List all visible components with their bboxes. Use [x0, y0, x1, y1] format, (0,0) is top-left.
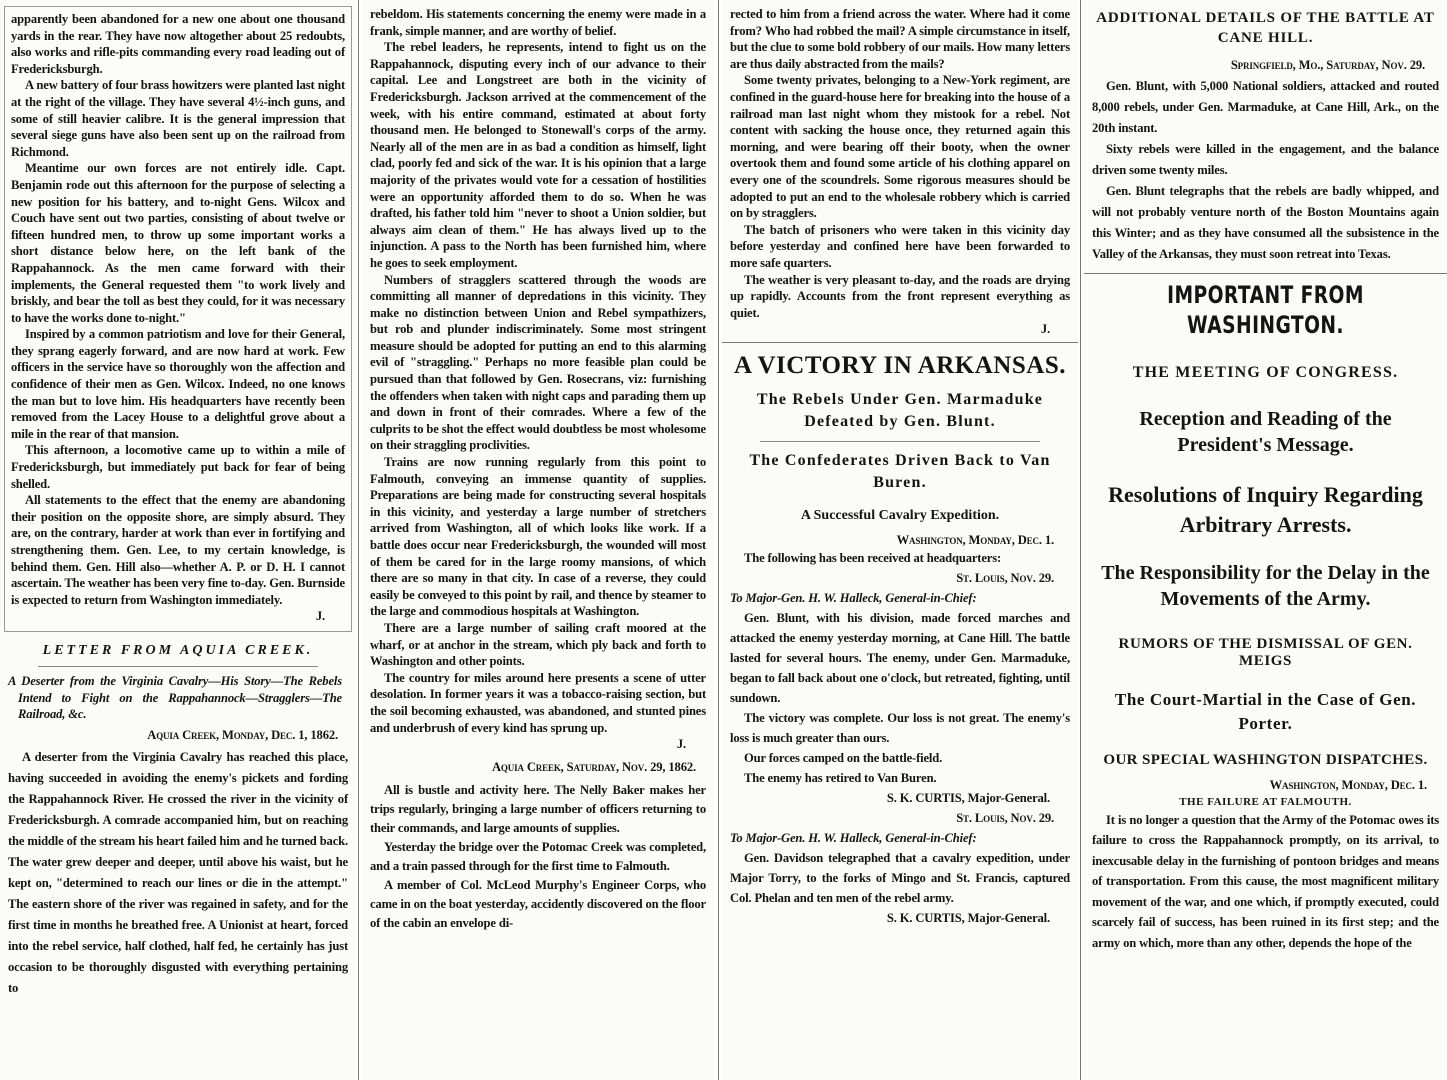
dateline: Aquia Creek, Monday, Dec. 1, 1862. [147, 727, 338, 742]
headline: IMPORTANT FROM WASHINGTON. [1167, 281, 1364, 339]
article-paragraph: Gen. Blunt, with his division, made forced marches and attacked the enemy yesterday morning, at Cane Hill. The battle lasted for several hours. The enemy, under Gen. Marmaduke, began to fall back about one o'clock, but retreated, fighting, until sundown. [730, 611, 1070, 706]
subheadline: THE FAILURE AT FALMOUTH. [1179, 795, 1352, 808]
column-rule [358, 0, 359, 1080]
subheadline: Resolutions of Inquiry Regarding Arbitrary Arrests. [1108, 482, 1423, 537]
article-paragraph: Our forces camped on the battle-field. [744, 751, 943, 766]
dateline: Washington, Monday, Dec. 1. [1269, 778, 1427, 792]
signature: J. [676, 737, 686, 752]
dateline: St. Louis, Nov. 29. [956, 811, 1054, 826]
headline: A VICTORY IN ARKANSAS. [734, 351, 1066, 379]
article-paragraph: The batch of prisoners who were taken in this vicinity day before yesterday and confined here have been forwarded to more safe quarters. [730, 222, 1070, 270]
article-paragraph: A member of Col. McLeod Murphy's Engineer Corps, who came in on the boat yesterday, accidently discovered on the floor of the cabin an envelope di- [370, 878, 706, 931]
article-paragraph: Some twenty privates, belonging to a New-York regiment, are confined in the guard-house here for breaking into the house of a railroad man last night whom they mistook for a rebel. Not content with sacking the house once, they returned again this morning, and were bearing off their booty, when the owner overtook them and found some article of his clothing apparel on every one of the scoundrels. Some rigorous measures should be adopted to put an end to the wholesale robbery which is carried on by stragglers. [730, 73, 1070, 221]
column-3 [722, 0, 1078, 1080]
signature: S. K. CURTIS, Major-General. [886, 911, 1050, 926]
article-paragraph: All is bustle and activity here. The Nelly Baker makes her trips regularly, bringing a large number of officers returning to their commands, and large amounts of supplies. [370, 783, 706, 836]
article-paragraph: There are a large number of sailing craft moored at the wharf, or at anchor in the stream, which ply back and forth to Washington and other points. [370, 620, 706, 669]
article-paragraph: apparently been abandoned for a new one about one thousand yards in the rear. They have now altogether about 25 redoubts, also works and rifle-pits commanding every road leading out of Fredericksburgh. [11, 12, 345, 76]
article-paragraph: Yesterday the bridge over the Potomac Creek was completed, and a train passed through for the first time to Falmouth. [370, 840, 706, 874]
column-rule [1080, 0, 1081, 1080]
article-paragraph: Gen. Blunt, with 5,000 National soldiers, attacked and routed 8,000 rebels, under Gen. Marmaduke, at Cane Hill, Ark., on the 20th instant. [1092, 79, 1439, 135]
column-4 [1084, 0, 1447, 1080]
article-paragraph: The country for miles around here presents a scene of utter desolation. In former years it was a tobacco-raising section, but the soil becoming exhausted, was abandoned, and stunted pines and underbrush of every kind has sprung up. [370, 670, 706, 735]
subheadline: A Deserter from the Virginia Cavalry—His Story—The Rebels Intend to Fight on the Rappahannock—Stragglers—The Railroad, &c. [8, 673, 342, 722]
address: To Major-Gen. H. W. Halleck, General-in-Chief: [730, 831, 977, 846]
article-paragraph: It is no longer a question that the Army of the Potomac owes its failure to cross the Rappahannock promptly, on its arrival, to inexcusable delay in the furnishing of pontoon bridges and means of transportation. From this cause, the most magnificent military movement of the war, and one which, if promptly executed, could scarcely fail of success, has been ruined in its first step; and the army on which, more than any other, depends the hope of the [1092, 812, 1439, 950]
article-paragraph: The weather is very pleasant to-day, and the roads are drying up rapidly. Accounts from the front represent everything as quiet. [730, 272, 1070, 320]
article-paragraph: Sixty rebels were killed in the engagement, and the balance driven some twenty miles. [1092, 142, 1439, 177]
dateline: Springfield, Mo., Saturday, Nov. 29. [1230, 58, 1425, 72]
address: To Major-Gen. H. W. Halleck, General-in-Chief: [730, 591, 977, 606]
subheadline: A Successful Cavalry Expedition. [800, 507, 1000, 523]
signature: J. [1040, 322, 1050, 337]
subheadline: RUMORS OF THE DISMISSAL OF GEN. MEIGS [1118, 636, 1413, 669]
dateline: Aquia Creek, Saturday, Nov. 29, 1862. [491, 759, 696, 774]
article-paragraph: rebeldom. His statements concerning the enemy were made in a frank, simple manner, and are worthy of belief. [370, 7, 706, 38]
article-paragraph: rected to him from a friend across the water. Where had it come from? Who had robbed the mail? A simple circumstance in itself, but the clue to some bold robbery of our mails. How many letters are thus daily abstracted from the mails? [730, 7, 1070, 71]
signature: S. K. CURTIS, Major-General. [886, 791, 1050, 806]
signature: J. [315, 609, 325, 624]
column-1 [0, 0, 356, 1080]
article-paragraph: All statements to the effect that the enemy are abandoning their position on the opposite shore, are simply absurd. They are, on the contrary, harder at work than ever in fortifying and strengthening them. Gen. Lee, to my certain knowledge, is behind them. Gen. Hill also—whether A. P. or D. H. I cannot ascertain. The weather has been very fine to-day. Gen. Burnside is expected to return from Washington immediately. [11, 493, 345, 607]
subheadline: OUR SPECIAL WASHINGTON DISPATCHES. [1103, 752, 1428, 768]
article-paragraph: Gen. Blunt telegraphs that the rebels are badly whipped, and will not probably venture north of the Boston Mountains again this Winter; and as they have consumed all the subsistence in the Valley of the Arkansas, they must soon retreat into Texas. [1092, 184, 1439, 261]
subheadline: The Responsibility for the Delay in the Movements of the Army. [1101, 562, 1430, 610]
divider [760, 441, 1040, 442]
dateline: Washington, Monday, Dec. 1. [896, 532, 1054, 547]
article-paragraph: This afternoon, a locomotive came up to within a mile of Fredericksburgh, but immediately put back for fear of being shelled. [11, 443, 345, 491]
dateline: St. Louis, Nov. 29. [956, 571, 1054, 586]
column-2 [362, 0, 714, 1080]
article-paragraph: Numbers of stragglers scattered through the woods are committing all manner of depredations in this vicinity. They make no distinction between Union and Rebel sympathizers, but rob and plunder indiscriminately. Some most stringent measure should be adopted for putting an end to this alarming evil of "straggling." Perhaps no more feasible plan could be pursued than that followed by Gen. Rosecrans, viz: furnishing the offenders when taken with night caps and parading them up and down in front of their comrades. Where a few of the culprits to be shot the effect would doubtless be most wholesome on their straggling proclivities. [370, 272, 706, 453]
article-paragraph: Gen. Davidson telegraphed that a cavalry expedition, under Major Torry, to the forks of Mingo and St. Francis, captured Col. Phelan and ten men of the rebel army. [730, 851, 1070, 906]
divider [38, 666, 318, 667]
subheadline: The Court-Martial in the Case of Gen. Porter. [1114, 690, 1417, 733]
column-rule [718, 0, 719, 1080]
subheadline: THE MEETING OF CONGRESS. [1132, 364, 1399, 381]
article-paragraph: The following has been received at headquarters: [744, 551, 1002, 566]
headline: ADDITIONAL DETAILS OF THE BATTLE AT CANE HILL. [1096, 10, 1435, 46]
article-paragraph: The rebel leaders, he represents, intend to fight us on the Rappahannock, disputing every inch of our advance to their capital. Lee and Longstreet are both in the vicinity of Fredericksburgh. Jackson arrived at the commencement of the week, with his entire command, estimated at about forty thousand men. He belonged to Stonewall's corps of the army. Nearly all of the men are in as bad a condition as himself, light clad, poorly fed and sick of the war. It is his opinion that a large majority of the privates would vote for a cessation of hostilities were an opportunity afforded them to do so. When he was drafted, his father told him "never to shoot a Union soldier, but always aim clean of them." He has always lived up to the injunction. A pass to the North has been furnished him, where he goes to seek employment. [370, 40, 706, 270]
subheadline: The Rebels Under Gen. Marmaduke Defeated by Gen. Blunt. [756, 390, 1044, 430]
article-paragraph: The victory was complete. Our loss is not great. The enemy's loss is much greater than ours. [730, 711, 1070, 746]
article-paragraph: The enemy has retired to Van Buren. [744, 771, 937, 786]
subheadline: Reception and Reading of the President's Message. [1139, 408, 1392, 456]
article-paragraph: Meantime our own forces are not entirely idle. Capt. Benjamin rode out this afternoon for the purpose of selecting a new position for his battery, and to-night Gens. Wilcox and Couch have sent out two parties, consisting of about twelve or fifteen hundred men, to throw up some important works a short distance below here, on the left bank of the Rappahannock. As the men came forward with their implements, the General requested them "to work lively and briskly, and bear the toll as best they could, for it was necessary to have the works done to-night." [11, 161, 345, 325]
article-paragraph: Trains are now running regularly from this point to Falmouth, conveying an immense quantity of supplies. Preparations are being made for constructing several hospitals in this vicinity, and yesterday a large number of stretchers arrived from Washington, all of which looks like work. If a battle does occur near Fredericksburgh, the wounded will most of them be cared for in the large roomy mansions, of which there are so many in that city. In case of a reverse, they could easily be conveyed to this point by rail, and thence by steamer to the large and commodious hospitals at Washington. [370, 455, 706, 619]
article-paragraph: Inspired by a common patriotism and love for their General, they sprang eagerly forward, and are now hard at work. Few officers in the service have so thoroughly won the affection and confidence of their men as Gen. Wilcox. Indeed, no one knows the man but to love him. His headquarters have recently been removed from the Lacey House to a delightful grove about a mile in the rear of that mansion. [11, 327, 345, 441]
subheadline: The Confederates Driven Back to Van Buren. [749, 451, 1051, 491]
article-paragraph: A new battery of four brass howitzers were planted last night at the right of the village. They have several 4½-inch guns, and some of still heavier calibre. It is the general impression that several siege guns have also been sent up on the railroad from Richmond. [11, 78, 345, 159]
headline: LETTER FROM AQUIA CREEK. [42, 642, 314, 658]
article-paragraph: A deserter from the Virginia Cavalry has reached this place, having succeeded in avoiding the enemy's pickets and fording the Rappahannock River. He crossed the river in the vicinity of Fredericksburgh. A comrade accompanied him, but on reaching the middle of the stream his heart failed him and he turned back. The water grew deeper and deeper, until above his waist, but he kept on, "determined to reach our lines or die in the attempt." The eastern shore of the river was regained in safety, and for the first time in months he breathed free. A Unionist at heart, forced into the rebel service, half clothed, half fed, he certainly has just occasion to be thoroughly disgusted with everything pertaining to [8, 750, 348, 996]
